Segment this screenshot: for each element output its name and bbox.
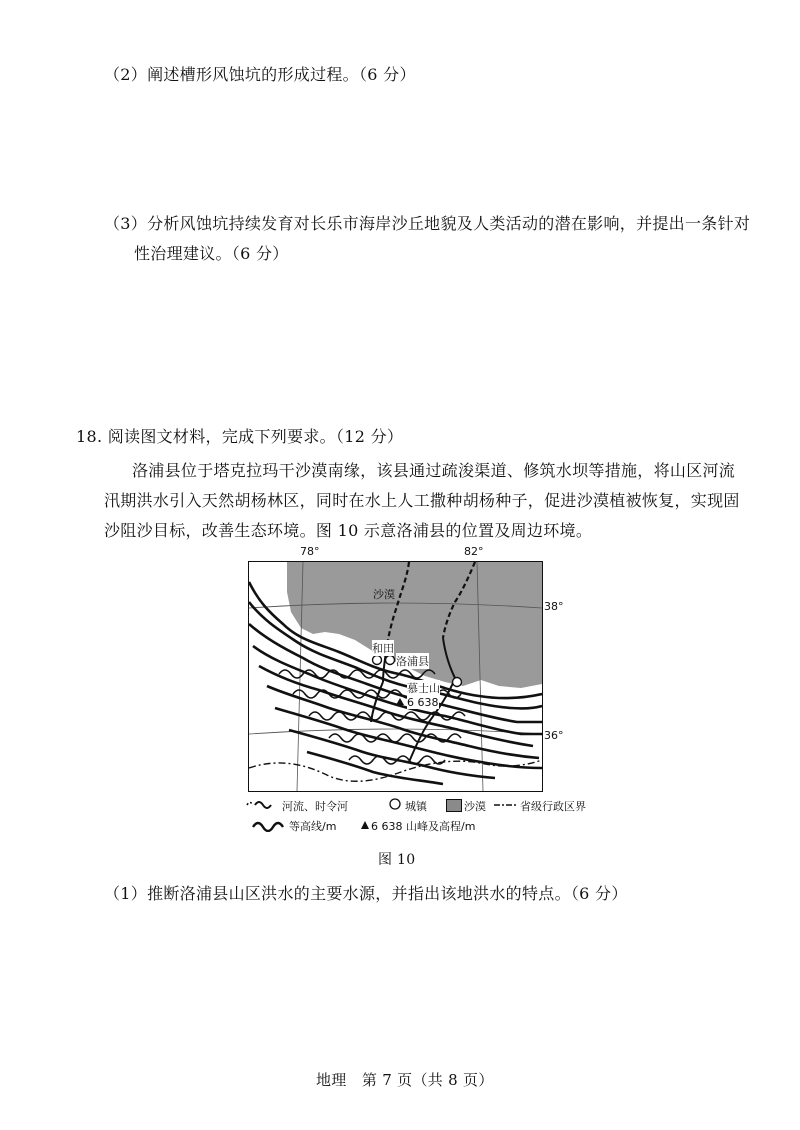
legend-boundary-label: 省级行政区界 — [520, 800, 586, 813]
latitude-36-label: 36° — [544, 729, 564, 742]
legend-town-label: 城镇 — [405, 800, 427, 813]
map-drawing — [249, 562, 542, 791]
material-line-2: 汛期洪水引入天然胡杨林区，同时在水上人工撒种胡杨种子，促进沙漠植被恢复，实现固 — [104, 491, 740, 510]
page-footer: 地理 第 7 页（共 8 页） — [316, 1071, 494, 1089]
question-17-part-2: （2）阐述槽形风蚀坑的形成过程。（6 分） — [104, 65, 416, 84]
desert-label: 沙漠 — [373, 588, 395, 601]
river-legend-icon — [246, 798, 278, 812]
peak-elevation-label: 6 638 — [407, 696, 439, 709]
question-18-part-1: （1）推断洛浦县山区洪水的主要水源，并指出该地洪水的特点。（6 分） — [104, 884, 628, 903]
legend-desert-label: 沙漠 — [464, 800, 486, 813]
contour-legend-icon — [252, 818, 286, 832]
figure-caption: 图 10 — [378, 852, 416, 868]
luopu-label: 洛浦县 — [396, 655, 429, 668]
boundary-legend-icon — [493, 798, 519, 812]
legend-contour-label: 等高线/m — [289, 820, 337, 833]
hotan-town-marker — [373, 656, 382, 665]
peak-marker — [396, 698, 404, 705]
mountain-label: 慕士山 — [407, 682, 440, 695]
question-18-title: 18. 阅读图文材料，完成下列要求。（12 分） — [76, 427, 404, 446]
material-line-1: 洛浦县位于塔克拉玛干沙漠南缘，该县通过疏浚渠道、修筑水坝等措施，将山区河流 — [132, 461, 736, 480]
legend-river-label: 河流、时令河 — [282, 800, 348, 813]
question-17-part-3-line-1: （3）分析风蚀坑持续发育对长乐市海岸沙丘地貌及人类活动的潜在影响，并提出一条针对 — [104, 214, 751, 233]
hotan-label: 和田 — [372, 642, 394, 655]
peak-legend-icon — [360, 820, 370, 830]
luopu-town-marker — [386, 656, 395, 665]
longitude-78-label: 78° — [300, 545, 320, 558]
material-line-3: 沙阻沙目标，改善生态环境。图 10 示意洛浦县的位置及周边环境。 — [104, 521, 593, 540]
question-17-part-3-line-2: 性治理建议。（6 分） — [134, 244, 289, 263]
location-map — [248, 561, 543, 792]
longitude-82-label: 82° — [464, 545, 484, 558]
latitude-38-label: 38° — [544, 600, 564, 613]
desert-legend-swatch — [446, 799, 462, 812]
east-town-marker — [453, 678, 462, 687]
legend-peak-label: 6 638 山峰及高程/m — [371, 820, 476, 833]
town-legend-icon — [388, 797, 402, 811]
